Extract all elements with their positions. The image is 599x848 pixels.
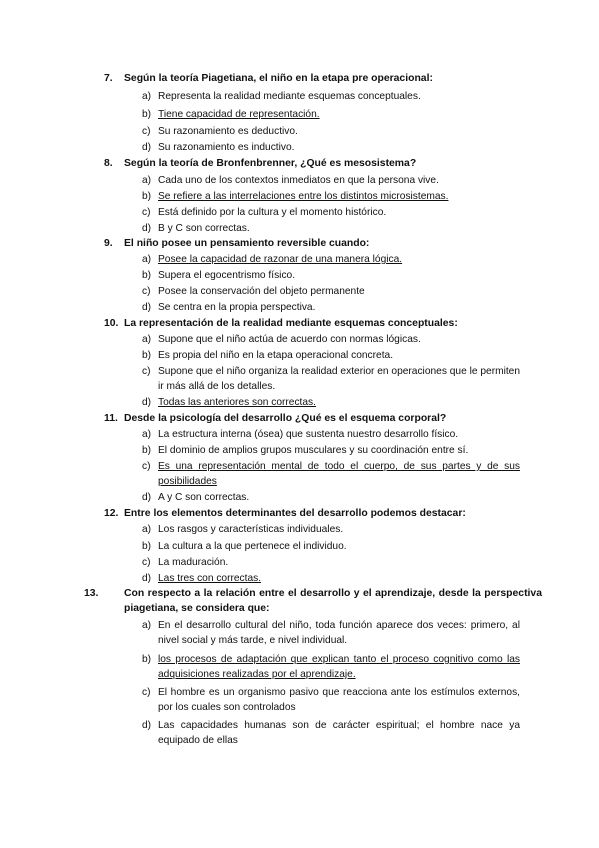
question-number: 9. xyxy=(104,238,113,249)
answer-option-11b: b) El dominio de amplios grupos musculares y su coordinación entre sí. xyxy=(142,445,469,456)
question-number: 7. xyxy=(104,73,113,84)
answer-option-7a: a) Representa la realidad mediante esquemas conceptuales. xyxy=(142,91,421,102)
question-9 xyxy=(104,236,522,251)
answer-option-7b: b) Tiene capacidad de representación. xyxy=(142,109,320,120)
question-12 xyxy=(104,506,522,521)
question-number: 10. xyxy=(104,318,119,329)
answer-option-8b: b) Se refiere a las interrelaciones entre los distintos microsistemas. xyxy=(142,191,449,202)
answer-option-13b: b) los procesos de adaptación que explican tanto el proceso cognitivo como las adquisiciones realizadas por el aprendizaje. xyxy=(142,654,520,680)
answer-option-10b: b) Es propia del niño en la etapa operacional concreta. xyxy=(142,350,394,361)
answer-option-10d: d) Todas las anteriores son correctas. xyxy=(142,397,316,408)
answer-option-12d: d) Las tres con correctas. xyxy=(142,573,262,584)
question-13 xyxy=(84,586,542,616)
answer-option-13a: a) En el desarrollo cultural del niño, toda función aparece dos veces: primero, al nivel social y más tarde, e nivel individual. xyxy=(142,620,520,646)
answer-option-11a: a) La estructura interna (ósea) que sustenta nuestro desarrollo físico. xyxy=(142,429,459,440)
question-11 xyxy=(104,411,522,426)
question-8 xyxy=(104,156,522,171)
answer-option-12b: b) La cultura a la que pertenece el individuo. xyxy=(142,541,347,552)
question-text: Con respecto a la relación entre el desarrollo y el aprendizaje, desde la perspectiva piagetiana, se considera que: xyxy=(124,588,542,614)
answer-option-13d: d) Las capacidades humanas son de carácter espiritual; el hombre nace ya equipado de ellas xyxy=(142,720,520,746)
question-7 xyxy=(104,71,522,86)
answer-option-9b: b) Supera el egocentrismo físico. xyxy=(142,270,296,281)
question-text: El niño posee un pensamiento reversible cuando: xyxy=(124,238,370,249)
question-text: Según la teoría de Bronfenbrenner, ¿Qué es mesosistema? xyxy=(124,158,417,169)
correct-answer-underline: Las tres con correctas. xyxy=(158,573,262,584)
answer-option-7d: d) Su razonamiento es inductivo. xyxy=(142,142,295,153)
answer-option-8d: d) B y C son correctas. xyxy=(142,223,250,234)
answer-option-11c: c) Es una representación mental de todo el cuerpo, de sus partes y de sus posibilidades xyxy=(142,461,520,487)
correct-answer-underline: los procesos de adaptación que explican tanto el proceso cognitivo como las adquisiciones realizadas por el aprendizaje. xyxy=(158,654,520,680)
question-text: Desde la psicología del desarrollo ¿Qué es el esquema corporal? xyxy=(124,413,447,424)
answer-option-8a: a) Cada uno de los contextos inmediatos en que la persona vive. xyxy=(142,175,439,186)
question-number: 11. xyxy=(104,413,118,424)
answer-option-12a: a) Los rasgos y características individuales. xyxy=(142,524,344,535)
correct-answer-underline: Tiene capacidad de representación. xyxy=(158,109,320,120)
answer-option-9a: a) Posee la capacidad de razonar de una manera lógica. xyxy=(142,254,403,265)
answer-option-9d: d) Se centra en la propia perspectiva. xyxy=(142,302,316,313)
correct-answer-underline: Se refiere a las interrelaciones entre los distintos microsistemas. xyxy=(158,191,449,202)
answer-option-11d: d) A y C son correctas. xyxy=(142,492,250,503)
answer-option-9c: c) Posee la conservación del objeto permanente xyxy=(142,286,365,297)
question-10 xyxy=(104,316,522,331)
question-number: 12. xyxy=(104,508,119,519)
correct-answer-underline: Es una representación mental de todo el cuerpo, de sus partes y de sus posibilidades xyxy=(158,461,520,487)
question-number: 8. xyxy=(104,158,113,169)
question-number: 13. xyxy=(84,588,99,599)
answer-option-12c: c) La maduración. xyxy=(142,557,229,568)
answer-option-7c: c) Su razonamiento es deductivo. xyxy=(142,126,298,137)
question-text: La representación de la realidad mediante esquemas conceptuales: xyxy=(124,318,458,329)
question-text: Según la teoría Piagetiana, el niño en la etapa pre operacional: xyxy=(124,73,433,84)
answer-option-10a: a) Supone que el niño actúa de acuerdo con normas lógicas. xyxy=(142,334,421,345)
answer-option-8c: c) Está definido por la cultura y el momento histórico. xyxy=(142,207,387,218)
answer-option-10c: c) Supone que el niño organiza la realidad exterior en operaciones que le permiten ir más allá de los detalles. xyxy=(142,366,520,392)
answer-option-13c: c) El hombre es un organismo pasivo que reacciona ante los estímulos externos, por los cuales son controlados xyxy=(142,687,520,713)
correct-answer-underline: Posee la capacidad de razonar de una manera lógica. xyxy=(158,254,403,265)
question-text: Entre los elementos determinantes del desarrollo podemos destacar: xyxy=(124,508,466,519)
correct-answer-underline: Todas las anteriores son correctas. xyxy=(158,397,316,408)
